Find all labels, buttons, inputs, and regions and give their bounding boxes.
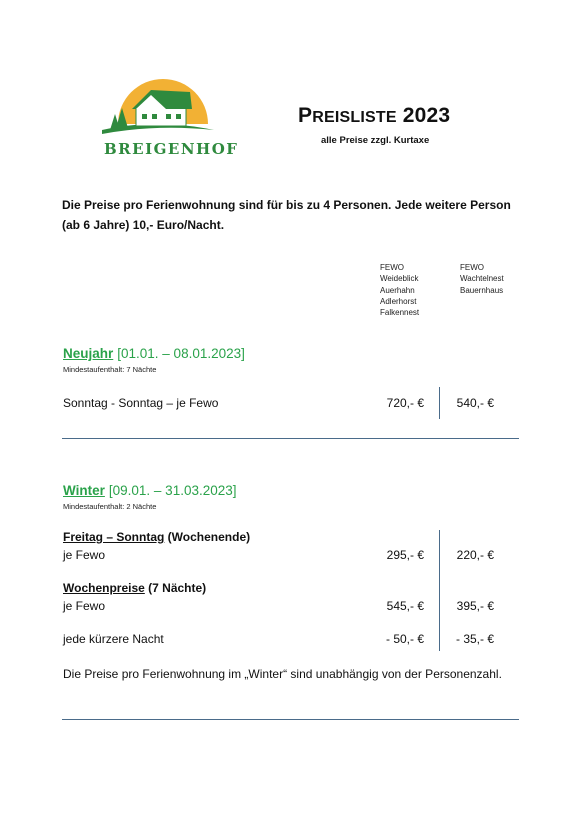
column-divider — [439, 530, 440, 651]
column-header-2: FEWO Wachtelnest Bauernhaus — [460, 263, 504, 295]
season-dates: [01.01. – 08.01.2023] — [117, 346, 245, 361]
season-heading-winter — [63, 483, 237, 498]
page-title — [298, 104, 450, 128]
price-col2: 540,- € — [456, 396, 494, 410]
min-stay: Mindestaufenthalt: 2 Nächte — [63, 502, 157, 511]
min-stay: Mindestaufenthalt: 7 Nächte — [63, 365, 157, 374]
weekend-heading: Freitag – Sonntag (Wochenende) — [63, 530, 251, 544]
price-col1: 295,- € — [386, 548, 424, 562]
title-year: 2023 — [402, 104, 451, 127]
price-col2: 395,- € — [456, 599, 494, 613]
section-divider — [62, 719, 519, 720]
price-col1: 545,- € — [386, 599, 424, 613]
price-col2: - 35,- € — [455, 632, 494, 646]
season-name: Winter — [63, 483, 105, 498]
title-prefix: PREISLISTE — [298, 104, 397, 127]
page-subtitle: alle Preise zzgl. Kurtaxe — [321, 135, 430, 146]
logo-wordmark: BREIGENHOF — [104, 140, 239, 158]
row-label: Sonntag - Sonntag – je Fewo — [63, 396, 219, 410]
winter-note: Die Preise pro Ferienwohnung im „Winter“ sind unabhängig von der Personenzahl. — [63, 667, 502, 681]
season-name: Neujahr — [63, 346, 114, 361]
column-header-1: FEWO Weideblick Auerhahn Adlerhorst Falkennest — [380, 263, 420, 318]
price-col1: - 50,- € — [385, 632, 424, 646]
week-heading: Wochenpreise (7 Nächte) — [63, 581, 207, 595]
price-col2: 220,- € — [456, 548, 494, 562]
season-dates: [09.01. – 31.03.2023] — [108, 483, 237, 498]
intro-text: Die Preise pro Ferienwohnung sind für bis zu 4 Personen. Jede weitere Person (ab 6 Jahre) 10,- Euro/Nacht. — [62, 198, 511, 232]
column-divider — [439, 387, 440, 419]
section-divider — [62, 438, 519, 439]
row-label: je Fewo — [63, 599, 106, 613]
price-col1: 720,- € — [386, 396, 424, 410]
row-label: je Fewo — [63, 548, 106, 562]
season-heading-neujahr — [63, 346, 245, 361]
row-label: jede kürzere Nacht — [63, 632, 164, 646]
